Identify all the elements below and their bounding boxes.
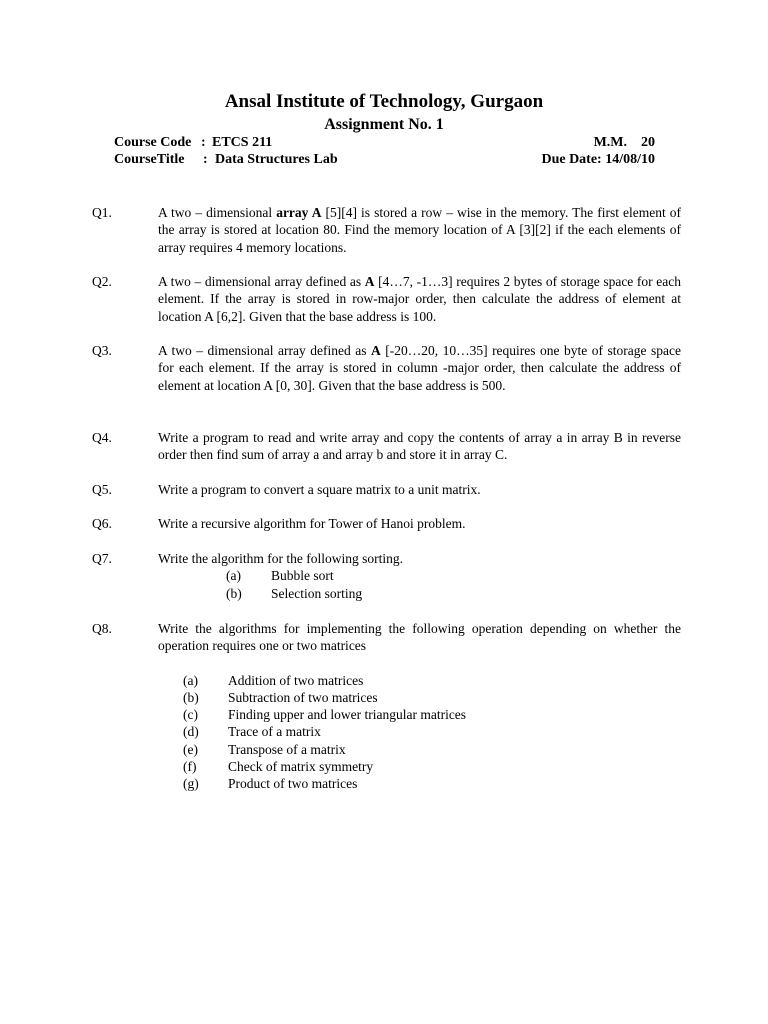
question-text-bold: array A	[276, 205, 322, 220]
question-number: Q6.	[92, 516, 112, 531]
assignment-title: Assignment No. 1	[324, 116, 444, 133]
subitem-text: Check of matrix symmetry	[228, 759, 374, 774]
question-text-part: A two – dimensional	[158, 205, 277, 220]
course-code-value: ETCS 211	[212, 135, 273, 150]
question-text-part: A two – dimensional array defined as	[158, 343, 371, 358]
question-number: Q8.	[92, 621, 112, 636]
subitem-text: Bubble sort	[271, 568, 334, 583]
question-text: Write a program to convert a square matrix to a unit matrix.	[158, 482, 481, 497]
course-code-label: Course Code	[114, 135, 192, 150]
subitem-text: Subtraction of two matrices	[228, 690, 378, 705]
course-title-separator: :	[203, 152, 208, 167]
question-text-part: [4…7, -1…3] requires 2 bytes of storage space for each element. If the array is stored in row-major order, then calculate the address of element at location A [6,2]. Given that the base address is 100.	[158, 274, 682, 324]
subitem-label: (e)	[183, 742, 198, 757]
question-text	[158, 204, 681, 256]
question-number: Q2.	[92, 274, 112, 289]
question-text: Write a program to read and write array and copy the contents of array a in array B in reverse order then find sum of array a and array b and store it in array C.	[158, 430, 681, 463]
subitem-label: (g)	[183, 776, 199, 791]
institute-title: Ansal Institute of Technology, Gurgaon	[224, 91, 544, 112]
question-text-bold: A	[370, 343, 381, 358]
question-text-part: A two – dimensional array defined as	[158, 274, 365, 289]
subitem-text: Transpose of a matrix	[228, 742, 346, 757]
question-text-bold: A	[364, 274, 375, 289]
subitem-label: (b)	[226, 586, 242, 601]
max-marks: M.M. 20	[593, 135, 655, 150]
subitem-label: (f)	[183, 759, 197, 774]
course-code-separator: :	[201, 135, 206, 150]
course-title-value: Data Structures Lab	[215, 152, 338, 167]
question-text	[158, 342, 681, 394]
due-date: Due Date: 14/08/10	[541, 152, 655, 167]
question-text-part: [-20…20, 10…35] requires one byte of storage space for each element. If the array is stored in column -major order, then calculate the address of element at location A [0, 30]. Given that the base address is 500.	[158, 343, 681, 393]
question-number: Q3.	[92, 343, 112, 358]
subitem-label: (c)	[183, 707, 198, 722]
course-title-label: CourseTitle	[114, 152, 185, 167]
question-number: Q1.	[92, 205, 112, 220]
subitem-label: (a)	[183, 673, 198, 688]
question-text: Write the algorithm for the following sorting.	[158, 551, 404, 566]
subitem-label: (d)	[183, 724, 199, 739]
subitem-text: Addition of two matrices	[228, 673, 364, 688]
question-number: Q4.	[92, 430, 112, 445]
question-text-part: [5][4] is stored a row – wise in the memory. The first element of the array is stored at location 80. Find the memory location of A [3][2] if the each elements of array requires 4 memory locations.	[158, 205, 682, 255]
subitem-text: Product of two matrices	[228, 776, 358, 791]
question-text	[158, 273, 681, 325]
subitem-text: Trace of a matrix	[228, 724, 321, 739]
question-number: Q5.	[92, 482, 112, 497]
question-number: Q7.	[92, 551, 112, 566]
question-text: Write the algorithms for implementing the following operation depending on whether the operation requires one or two matrices	[158, 621, 681, 654]
question-text: Write a recursive algorithm for Tower of Hanoi problem.	[158, 516, 466, 531]
subitem-text: Finding upper and lower triangular matrices	[228, 707, 467, 722]
subitem-text: Selection sorting	[271, 586, 363, 601]
subitem-label: (a)	[226, 568, 241, 583]
subitem-label: (b)	[183, 690, 199, 705]
